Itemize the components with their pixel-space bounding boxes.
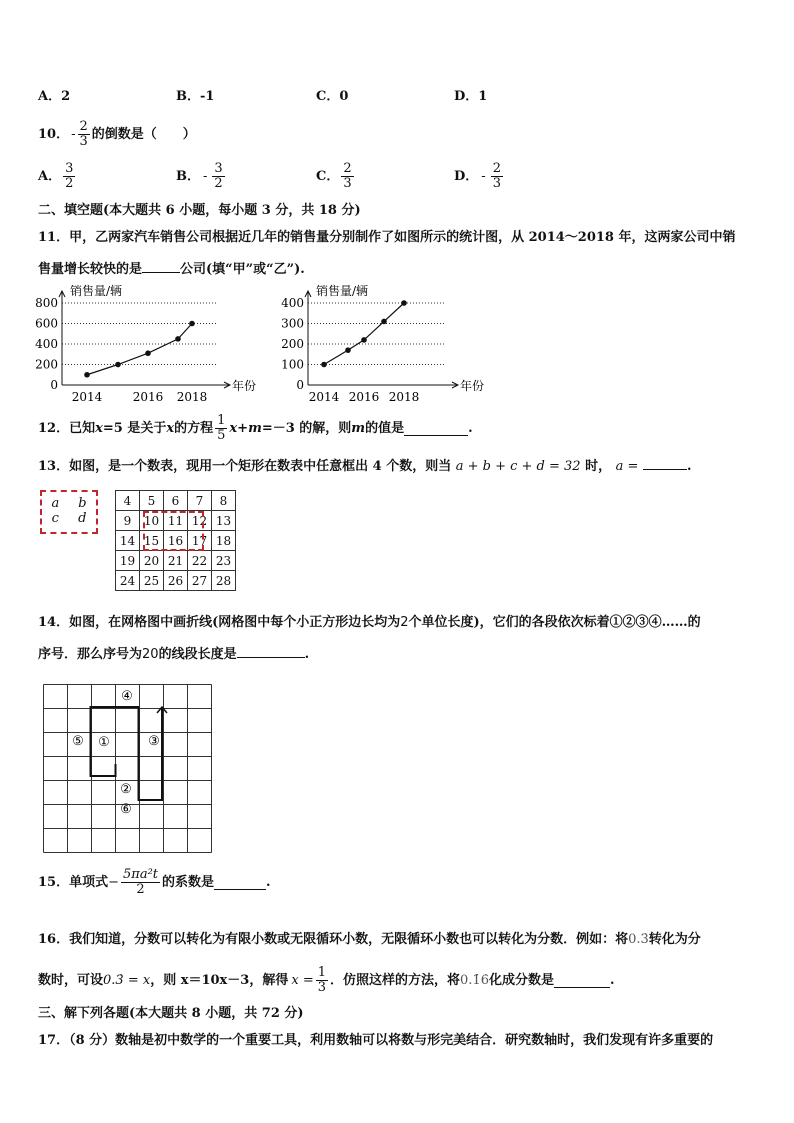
q16-line2d: 化成分数是 [488,972,554,988]
data-point [381,319,387,325]
table-cell: 21 [164,551,188,571]
x-tick-label: 2018 [388,390,420,404]
q16-den: 3 [317,980,326,995]
data-point [345,347,351,353]
data-point [175,336,181,342]
q12-end: . [468,420,473,436]
q13-stem [38,456,692,476]
chart-jia [30,282,257,407]
q15-a: 15．单项式 [38,874,109,890]
y-axis-label: 销售量/辆 [316,284,369,298]
table-cell: 13 [212,511,236,531]
table-cell: 16 [164,531,188,551]
q10-option-label: B． [176,168,200,184]
q16-line1 [38,931,701,949]
q16-line1a: 16．我们知道，分数可以转化为有限小数或无限循环小数，无限循环小数也可以转化为分数．例如：将 [38,932,629,947]
q14-num20: 20 [142,647,159,662]
y-tick-label: 400 [281,296,304,310]
q12-var-m: m [248,420,262,436]
q10-option-num: 2 [492,161,501,176]
q16-xeq: x = [291,972,314,988]
legend-d: d [78,511,87,526]
q10-option-c [316,162,356,191]
q10-option-den: 3 [343,176,352,191]
table-cell: 22 [188,551,212,571]
q10-option-sign: - [203,168,208,184]
q15-b: 的系数是 [162,874,215,890]
q10-option-label: C． [316,168,340,184]
table-cell: 19 [116,551,140,571]
seg-label-6: ⑥ [120,802,132,817]
table-cell: 27 [188,571,212,591]
q10-option-label: A． [38,168,62,184]
q12-answer-blank [404,422,468,436]
q16-line2c: ．仿照这样的方法，将 [330,972,461,988]
q10-option-den: 3 [492,176,501,191]
q9-option-d: D．1 [454,89,488,104]
table-row [116,571,236,591]
q13-legend-box [40,490,98,534]
table-cell: 7 [188,491,212,511]
q13-text: 13．如图，是一个数表，现用一个矩形在数表中任意框出 4 个数，则当 [38,459,452,474]
table-cell: 25 [140,571,164,591]
y-tick-label: 0 [296,378,304,392]
q16-line1b: 转化为分 [648,932,701,947]
table-row [116,491,236,511]
q14-line2 [38,644,309,664]
y-tick-label: 400 [35,337,58,351]
q10-neg: - [71,126,76,142]
q10-number: 10． [38,126,70,142]
q13-number-table [115,490,236,591]
table-cell: 18 [212,531,236,551]
q16-dec2: 0.3̇ = x [103,972,151,988]
q16-num: 1 [317,965,326,980]
y-tick-label: 600 [35,316,58,331]
q9-option-b: B．-1 [176,89,215,104]
q10-option-den: 2 [214,176,223,191]
q14-line1 [38,614,701,632]
table-cell: 20 [140,551,164,571]
q14-line2a: 序号．那么序号为 [38,647,143,662]
q15-answer-blank [214,876,266,890]
data-point [115,362,121,368]
table-cell: 26 [164,571,188,591]
y-tick-label: 0 [50,378,58,392]
table-cell: 17 [188,531,212,551]
q12-e: 的方程 [174,420,214,436]
q14-grid-figure [42,683,214,848]
x-tick-label: 2018 [176,390,208,404]
q14-line1b: 个单位长度)，它们的各段依次标着①②③④……的 [408,615,701,630]
x-axis-label: 年份 [460,379,485,393]
q16-end: . [609,972,615,988]
q11-line2 [38,259,305,279]
q12-k: 的值是 [365,420,405,436]
legend-c: c [51,511,59,526]
q13-equation: a + b + c + d = 32 [455,459,581,474]
table-cell: 23 [212,551,236,571]
y-tick-label: 800 [35,296,58,310]
q14-line1a: 14．如图，在网格图中画折线(网格图中每个小正方形边长均为 [38,615,401,630]
section2-title: 二、填空题(本大题共 6 小题，每小题 3 分，共 18 分) [38,203,361,218]
q12-var-m2: m [351,420,366,436]
q12-den: 5 [217,428,226,443]
table-cell: 8 [212,491,236,511]
q10-option-num: 2 [343,161,352,176]
q10-option-num: 3 [65,161,74,176]
q12-plus: + [237,420,249,436]
q10-tail: 的倒数是（ ） [91,126,196,142]
q12-a: 12．已知 [38,420,96,436]
q14-answer-blank [237,644,305,658]
q10-num: 2 [79,119,88,134]
q12-var-x2: x [166,420,175,436]
q15-stem [38,868,271,897]
section3-title: 三、解下列各题(本大题共 8 小题，共 72 分) [38,1006,304,1021]
series-line [87,324,192,375]
q11-line2a: 售量增长较快的是 [38,262,143,277]
x-tick-label: 2014 [308,390,340,404]
q15-end: . [266,874,271,890]
table-cell: 15 [140,531,164,551]
x-tick-label: 2014 [71,390,103,404]
q13-selection-frame [143,511,204,551]
q10-option-d [454,162,505,191]
y-tick-label: 200 [35,357,58,372]
q15-den: 2 [136,882,145,897]
chart-yi [276,282,485,407]
q11-line1: 11．甲，乙两家汽车销售公司根据近几年的销售量分别制作了如图所示的统计图，从 2014～2018 年，这两家公司中销 [38,230,736,245]
q10-stem [38,120,196,149]
table-cell: 11 [164,511,188,531]
legend-b: b [78,496,87,511]
y-tick-label: 200 [281,337,304,351]
q9-option-c: C．0 [316,89,349,104]
q10-fraction [78,120,90,149]
data-point [84,372,90,378]
y-tick-label: 100 [281,357,304,372]
table-cell: 6 [164,491,188,511]
q14-num2: 2 [400,615,409,630]
table-cell: 24 [116,571,140,591]
q16-dec1: 0.3̇ [628,932,649,947]
q16-line2b: ，则 x＝10x－3，解得 [150,972,289,988]
x-axis-label: 年份 [232,379,257,393]
q9-option-a: A．2 [38,89,71,104]
x-tick-label: 2016 [132,390,164,404]
seg-label-4: ④ [121,689,133,704]
q13-answer-blank [643,456,687,470]
data-point [145,350,151,356]
table-cell: 28 [212,571,236,591]
table-cell: 5 [140,491,164,511]
q16-answer-blank [554,974,610,988]
y-axis-label: 销售量/辆 [70,284,123,298]
table-cell: 10 [140,511,164,531]
q13-end: . [686,459,692,474]
seg-label-3: ③ [148,734,160,749]
q12-i: =－3 的解，则 [261,420,352,436]
q12-var-x3: x [229,420,238,436]
q11-line2b: 公司(填“甲”或“乙”). [180,262,305,277]
table-cell: 9 [116,511,140,531]
q10-option-sign: - [481,168,486,184]
table-cell: 14 [116,531,140,551]
q16-line2a: 数时，可设 [38,972,104,988]
q12-num: 1 [217,413,226,428]
data-point [401,300,407,306]
seg-label-5: ⑤ [72,734,84,749]
q10-option-num: 3 [214,161,223,176]
seg-label-1: ① [98,735,110,750]
q14-end: . [304,647,310,662]
q15-neg: − [108,874,119,890]
q13-mid: 时， [585,459,612,474]
data-point [321,362,327,368]
table-row [116,551,236,571]
table-cell: 12 [188,511,212,531]
q10-option-label: D． [454,168,479,184]
series-line [324,303,404,365]
data-point [189,321,195,327]
q17-line1: 17．（8 分）数轴是初中数学的一个重要工具，利用数轴可以将数与形完美结合．研究数轴时，我们发现有许多重要的 [38,1033,714,1048]
q12-stem [38,414,473,443]
y-tick-label: 300 [281,316,304,331]
data-point [361,337,367,343]
q16-dec3: 0.1̇6̇ [460,972,489,988]
q10-den: 3 [79,134,88,149]
legend-a: a [51,496,60,511]
q10-option-den: 2 [65,176,74,191]
q10-option-a [38,162,77,191]
q11-answer-blank [142,259,180,273]
q14-line2b: 的线段长度是 [158,647,237,662]
table-cell: 4 [116,491,140,511]
q12-var-x: x [95,420,103,436]
q12-c: =5 是关于 [102,420,167,436]
q15-num: 5πa²t [123,867,159,882]
q13-a-eq: a = [615,459,639,474]
x-tick-label: 2016 [348,390,380,404]
q16-line2 [38,966,615,995]
seg-label-2: ② [120,782,132,797]
q10-option-b [176,162,227,191]
